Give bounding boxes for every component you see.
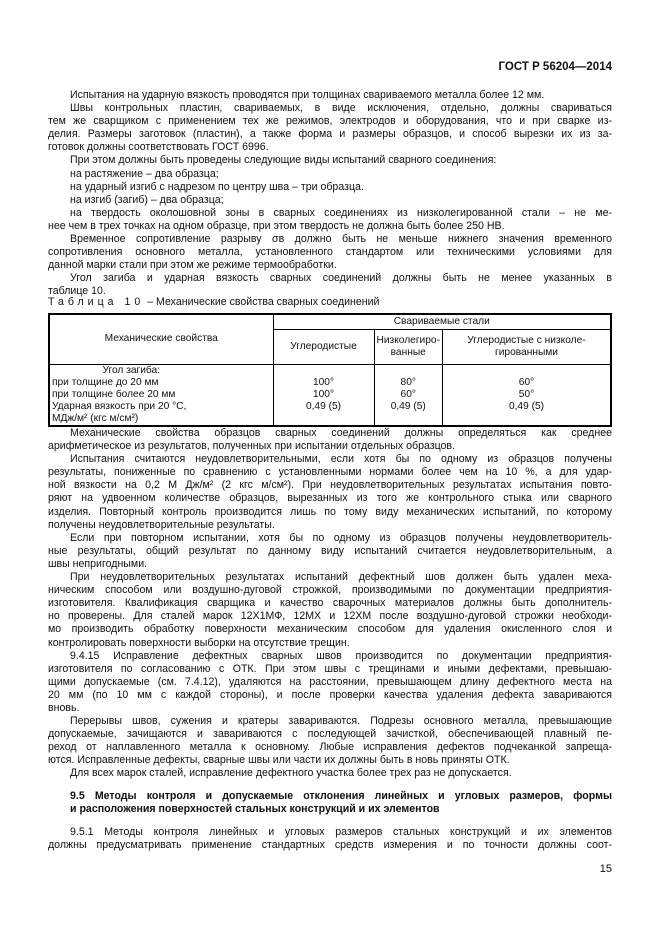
text-line: 9.4.15 Исправление дефектных сварных швов производится по документации предприятия- (70, 649, 612, 662)
text-line: на ударный изгиб с надрезом по центру шва – три образца. (70, 180, 364, 193)
table-caption (48, 296, 379, 308)
text-block-results (48, 427, 612, 781)
text-line: ническим способом или воздушно-дуговой строжкой, производимыми по документации предприятия- (48, 584, 612, 597)
text-line: арифметическое из результатов, полученных при испытании отдельных образцов. (48, 440, 455, 453)
header-carbon: Углеродистые (273, 329, 374, 364)
text-line: на растяжение – два образца; (70, 167, 219, 180)
text-line: должны предусматривать применение стандартных средств измерения и по точности должны соот- (48, 839, 612, 852)
cell-value: 100° (312, 376, 335, 388)
text-line: готовок должны соответствовать ГОСТ 6996. (48, 141, 269, 154)
text-line: Для всех марок сталей, исправление дефектного участка более трех раз не допускается. (70, 767, 512, 780)
text-line: 9.5 Методы контроля и допускаемые отклонения линейных и угловых размеров, формы (70, 790, 612, 802)
cell-value: 80° (400, 376, 416, 388)
text-line: При неудовлетворительных результатах испытаний дефектный шов должен быть удален меха- (70, 571, 612, 584)
section-heading-9-5 (48, 790, 612, 816)
text-line: ной вязкости на 0,2 М Дж/м² (2 кгс м/см²). При неудовлетворительных результатах испытания повто- (48, 479, 612, 492)
text-line: Перерывы швов, сужения и кратеры завариваются. Подрезы основного металла, превышающие (70, 715, 612, 728)
text-line: таблице 10. (48, 285, 106, 298)
page-number: 15 (599, 863, 612, 875)
text-line: мо производить обработку поверхности механическим способом для удаления окисленного слоя и (48, 623, 612, 636)
cell-value: 0,49 (5) (508, 400, 545, 412)
cell-value: 0,49 (5) (305, 400, 342, 412)
header-low-alloy: Низколегиро-ванные (374, 329, 442, 364)
text-line: на твердость околошовной зоны в сварных соединениях из низколегированной стали – не ме- (70, 206, 612, 219)
text-line: тем же сварщиком с применением тех же режимов, электродов и оборудования, что и при сварке из- (48, 115, 612, 128)
text-line: изготовителя. Квалификация сварщика и качество сварочных материалов должны быть дополнитель- (48, 597, 612, 610)
text-line: Испытания на ударную вязкость проводятся при толщинах свариваемого металла более 12 мм. (70, 89, 545, 101)
text-line: Швы контрольных пластин, свариваемых, в виде исключения, отдельно, должны свариваться (70, 102, 612, 115)
text-line: на изгиб (загиб) – два образца; (70, 193, 224, 206)
text-line: данной марки стали при этом же режиме термообработки. (48, 259, 337, 272)
text-line: результаты, пониженные по сравнению с установленными нормами более чем на 10 %, а для удар- (48, 466, 612, 479)
text-line: нее чем в трех точках на одном образце, при этом твердость не должна быть более 250 HB. (48, 219, 505, 232)
row-label: при толщине более 20 мм (52, 388, 176, 400)
cell-value: 0,49 (5) (390, 400, 426, 412)
cell-value: 60° (400, 388, 416, 400)
text-line: Угол загиба и ударная вязкость сварных соединений должны быть не менее указанных в (70, 272, 612, 285)
text-line: При этом должны быть проведены следующие виды испытаний сварного соединения: (70, 154, 497, 167)
header-welded-steels: Свариваемые стали (273, 314, 611, 329)
text-block-9-5-1 (48, 826, 612, 852)
cell-value: 60° (518, 376, 535, 388)
text-line: Временное сопротивление разрыву σв должно быть не меньше нижнего значения временного (70, 233, 612, 246)
text-line: швы непригодными. (48, 557, 148, 570)
text-line: ряют на удвоенном количестве образцов, вырезанных из того же контрольного стыка или сварного (48, 492, 612, 505)
text-line: допускаемые, зачищаются и завариваются с последующей зачисткой, обеспечивающей плавный пе- (48, 728, 612, 741)
text-line: щими допускаемые (см. 7.4.12), удаляются на расстоянии, превышающем длину дефектного места на (48, 675, 612, 688)
row-label: Угол загиба: (102, 364, 161, 376)
text-line: 20 мм (по 10 мм с каждой стороны), и после проверки качества удаления дефекта завариваются (48, 688, 612, 701)
text-line: Если при повторном испытании, хотя бы по одному из образцов получены неудовлетворитель- (70, 531, 612, 544)
text-block-intro (48, 89, 612, 299)
header-property: Механические свойства (49, 314, 273, 364)
row-label: при толщине до 20 мм (52, 376, 159, 388)
text-line: получены неудовлетворительные результаты. (48, 518, 275, 531)
row-label: МДж/м² (кгс м/см²) (52, 412, 139, 424)
header-carbon-low-alloy: Углеродистые с низколе-гированными (442, 329, 611, 364)
text-line: изготовителя по согласованию с ОТК. При этом швы с трещинами и иными дефектами, превышаю- (48, 662, 612, 675)
cell-value: 50° (518, 388, 535, 400)
document-id-header: ГОСТ Р 56204—2014 (498, 61, 612, 73)
mechanical-properties-table (48, 313, 612, 427)
text-line: реход от наплавленного металла к основному. Любые исправления дефектов подчеканкой запреща- (48, 741, 612, 754)
row-label: Ударная вязкость при 20 °С, (52, 400, 187, 412)
cell-value: 100° (312, 388, 335, 400)
text-line: но проверены. Для сталей марок 12Х1МФ, 12МХ и 12ХМ после воздушно-дуговой строжки необходи- (48, 610, 612, 623)
text-line: сопротивления основного металла, установленного стандартом или техническими условиями для (48, 246, 612, 259)
text-line: Механические свойства образцов сварных соединений должны определяться как среднее (70, 427, 612, 439)
property-labels-cell (49, 364, 273, 426)
text-line: ются. Исправленные дефекты, сварные швы или части их должны быть в новь приняты ОТК. (48, 754, 510, 767)
low-alloy-values-cell (374, 364, 442, 426)
table-caption-label: Таблица 10 (48, 296, 145, 308)
text-line: и расположения поверхностей стальных конструкций и их элементов (70, 803, 440, 816)
text-line: контролировать поверхности выборки на отсутствие трещин. (48, 636, 350, 649)
text-line: изделия. Повторный контроль производится лишь по тому виду механических испытаний, по которому (48, 505, 612, 518)
text-line: 9.5.1 Методы контроля линейных и угловых размеров стальных конструкций и их элементов (70, 826, 612, 838)
carbon-low-alloy-values-cell (442, 364, 611, 426)
carbon-values-cell (273, 364, 374, 426)
text-line: Испытания считаются неудовлетворительными, если хотя бы по одному из образцов получены (70, 453, 612, 466)
text-line: ные результаты, общий результат по данному виду испытаний считается неудовлетворительным, а (48, 544, 612, 557)
table-caption-text: – Механические свойства сварных соединений (144, 296, 380, 308)
text-line: делия. Размеры заготовок (пластин), а также форма и размеры образцов, и способ вырезки их из за- (48, 128, 612, 141)
text-line: вновь. (48, 701, 80, 714)
